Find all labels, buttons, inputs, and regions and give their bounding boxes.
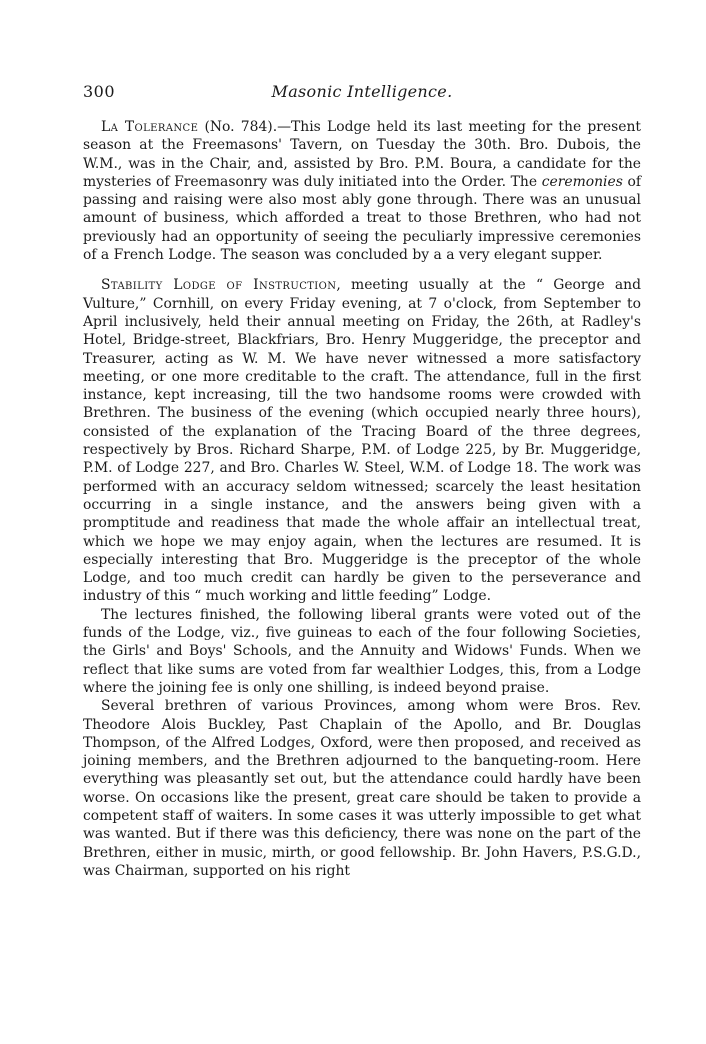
italic-word: ceremonies bbox=[541, 173, 623, 190]
paragraph-lectures-grants: The lectures finished, the following liberal grants were voted out of the funds of the Lodge, viz., five guineas to each of the four following Societies, the Girls' and Boys' Schools, and the Annuity and Widows' Funds. When we reflect that like sums are voted from far wealthier Lodges, this, from a Lodge where the joining fee is only one shilling, is indeed beyond praise. bbox=[83, 606, 641, 696]
paragraph-text: (No. 784).—This Lodge held its last meeting for the present season at the Freemasons' Tavern, on Tuesday the 30th. Bro. Dubois, the W.M., was in the Chair, and, assisted by Bro. P.M. Boura, a candidate for the mysteries of Freemasonry was duly initiated into the Order. The bbox=[83, 119, 641, 190]
lodge-name-la-tolerance: La Tolerance bbox=[101, 119, 199, 135]
paragraph-joining-members: Several brethren of various Provinces, among whom were Bros. Rev. Theodore Alois Buckley, Past Chaplain of the Apollo, and Br. Douglas Thompson, of the Alfred Lodges, Oxford, were then proposed, and received as joining members, and the Brethren adjourned to the banqueting-room. Here everything was pleasantly set out, but the attendance could hardly have been worse. On occasions like the present, great care should be taken to provide a competent staff of waiters. In some cases it was utterly impossible to get what was wanted. But if there was this deficiency, there was none on the part of the Brethren, either in music, mirth, or good fellowship. Br. John Havers, P.S.G.D., was Chairman, supported on his right bbox=[83, 698, 641, 879]
paragraph-text: , meeting usually at the “ George and Vulture,” Cornhill, on every Friday evening, at 7 o'clock, from September to April inclusively, held their annual meeting on Friday, the 26th, at Radley's Hotel, Bridge-street, Blackfriars, Bro. Henry Muggeridge, the preceptor and Treasurer, acting as W. M. We have never witnessed a more satisfactory meeting, or one more creditable to the craft. The attendance, full in the first instance, kept increasing, till the two handsome rooms were crowded with Brethren. The business of the evening (which occupied nearly three hours), consisted of the explanation of the Tracing Board of the three degrees, respectively by Bros. Richard Sharpe, P.M. of Lodge 225, by Br. Muggeridge, P.M. of Lodge 227, and Bro. Charles W. Steel, W.M. of Lodge 18. The work was performed with an accuracy seldom witnessed; scarcely the least hesitation occurring in a single instance, and the answers being given with a promptitude and readiness that made the whole affair an intellectual treat, which we hope we may enjoy again, when the lectures are resumed. It is especially interesting that Bro. Muggeridge is the preceptor of the whole Lodge, and too much credit can hardly be given to the perseverance and industry of this “ much working and little feeding” Lodge. bbox=[83, 277, 641, 605]
paragraph-text: of passing and raising were also most ably gone through. There was an unusual amount of business, which afforded a treat to those Brethren, who had not previously had an opportunity of seeing the peculiarly impressive ceremonies of a French Lodge. The season was concluded by a a very elegant supper. bbox=[83, 173, 641, 264]
paragraph-stability-lodge bbox=[83, 276, 641, 605]
lodge-name-stability: Stability Lodge of Instruction bbox=[101, 277, 337, 294]
page-number: 300 bbox=[83, 82, 116, 101]
page bbox=[83, 82, 641, 880]
paragraph-la-tolerance bbox=[83, 118, 641, 264]
running-head bbox=[83, 82, 641, 104]
running-title: Masonic Intelligence. bbox=[271, 82, 453, 101]
